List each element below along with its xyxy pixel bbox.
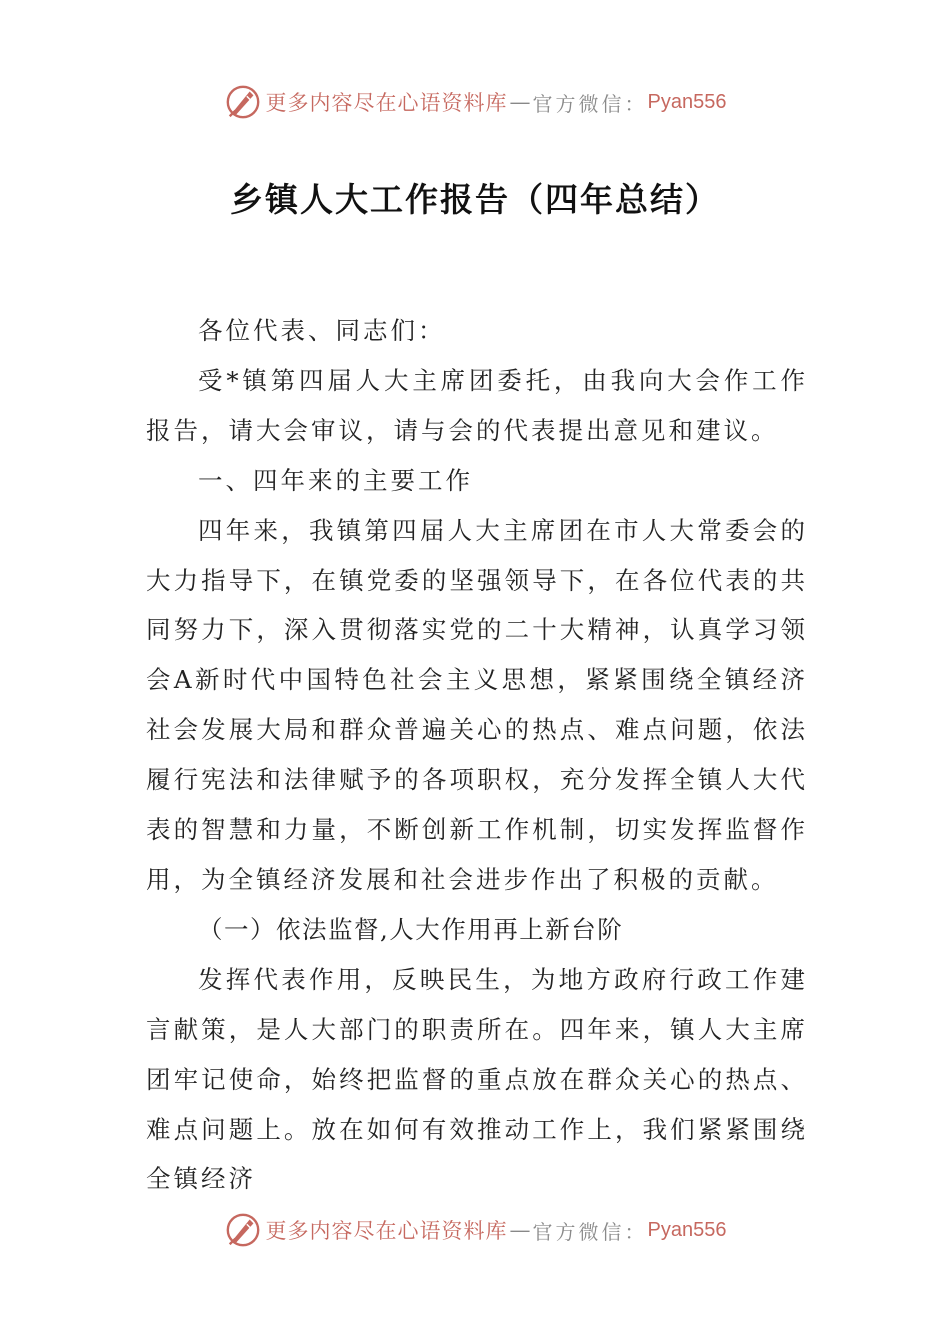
banner-separator: — <box>509 1218 531 1242</box>
banner-separator: — <box>509 90 531 114</box>
pen-feather-icon <box>224 83 262 121</box>
header-banner <box>0 80 950 124</box>
footer-banner <box>0 1208 950 1252</box>
salutation: 各位代表、同志们： <box>198 316 446 345</box>
paragraph: 受*镇第四届人大主席团委托，由我向大会作工作报告，请大会审议，请与会的代表提出意见和建议。 <box>146 365 808 445</box>
pen-feather-icon <box>224 1211 262 1249</box>
paragraph: 四年来，我镇第四届人大主席团在市人大常委会的大力指导下，在镇党委的坚强领导下，在各位代表的共同努力下，深入贯彻落实党的二十大精神，认真学习领会A新时代中国特色社会主义思想，紧紧围绕全镇经济社会发展大局和群众普遍关心的热点、难点问题，依法履行宪法和法律赋予的各项职权，充分发挥全镇人大代表的智慧和力量，不断创新工作机制，切实发挥监督作用，为全镇经济发展和社会进步作出了积极的贡献。 <box>146 515 808 894</box>
section-heading: 一、四年来的主要工作 <box>198 465 473 495</box>
document-title: 乡镇人大工作报告（四年总结） <box>230 180 720 219</box>
banner-subtext: 官方微信： <box>532 91 648 116</box>
banner-text: 更多内容尽在心语资料库 <box>265 1219 508 1243</box>
banner-subtext: 官方微信： <box>532 1219 648 1244</box>
banner-text: 更多内容尽在心语资料库 <box>265 91 508 115</box>
paragraph: 发挥代表作用，反映民生，为地方政府行政工作建言献策，是人大部门的职责所在。四年来，镇人大主席团牢记使命，始终把监督的重点放在群众关心的热点、难点问题上。放在如何有效推动工作上，我们紧紧围绕全镇经济 <box>146 964 808 1194</box>
wechat-id: Pyan556 <box>647 1218 727 1241</box>
wechat-id: Pyan556 <box>647 90 727 113</box>
document-body <box>146 306 808 1204</box>
subsection-heading: （一）依法监督,人大作用再上新台阶 <box>198 914 624 944</box>
